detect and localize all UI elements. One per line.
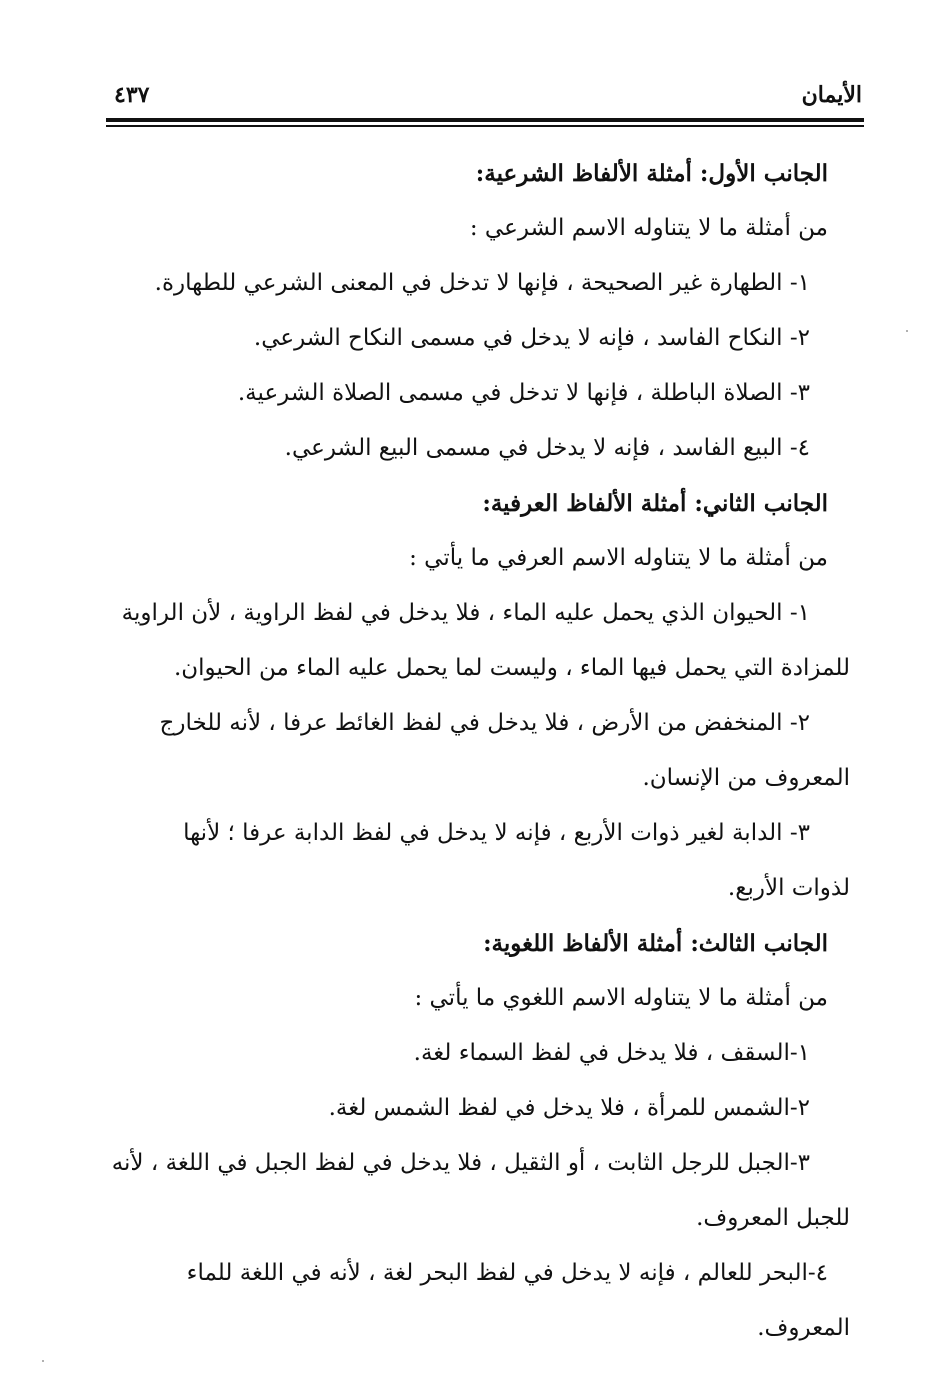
chapter-title: الأيمان bbox=[801, 82, 862, 108]
legal-example-1: ١- الطهارة غير الصحيحة ، فإنها لا تدخل في المعنى الشرعي للطهارة. bbox=[154, 270, 810, 296]
legal-example-3: ٣- الصلاة الباطلة ، فإنها لا تدخل في مسمى الصلاة الشرعية. bbox=[237, 380, 810, 406]
customary-example-3-line-2: لذوات الأربع. bbox=[727, 875, 850, 901]
section-intro-legal: من أمثلة ما لا يتناوله الاسم الشرعي : bbox=[469, 215, 828, 241]
scan-speck bbox=[42, 1360, 44, 1362]
customary-example-2-line-1: ٢- المنخفض من الأرض ، فلا يدخل في لفظ الغائط عرفا ، لأنه للخارج bbox=[159, 710, 810, 736]
linguistic-example-4-line-2: المعروف. bbox=[757, 1315, 850, 1341]
page-number: ٤٣٧ bbox=[114, 82, 150, 108]
linguistic-example-3-line-2: للجبل المعروف. bbox=[696, 1205, 850, 1231]
scan-speck bbox=[906, 330, 908, 332]
linguistic-example-2: ٢-الشمس للمرأة ، فلا يدخل في لفظ الشمس لغة. bbox=[328, 1095, 810, 1121]
legal-example-4: ٤- البيع الفاسد ، فإنه لا يدخل في مسمى البيع الشرعي. bbox=[284, 435, 810, 461]
running-header bbox=[110, 82, 862, 116]
linguistic-example-3-line-1: ٣-الجبل للرجل الثابت ، أو الثقيل ، فلا يدخل في لفظ الجبل في اللغة ، لأنه bbox=[111, 1150, 810, 1176]
legal-example-2: ٢- النكاح الفاسد ، فإنه لا يدخل في مسمى النكاح الشرعي. bbox=[253, 325, 810, 351]
customary-example-1-line-2: للمزادة التي يحمل فيها الماء ، وليست لما يحمل عليه الماء من الحيوان. bbox=[173, 655, 850, 681]
customary-example-1-line-1: ١- الحيوان الذي يحمل عليه الماء ، فلا يدخل في لفظ الراوية ، لأن الراوية bbox=[121, 600, 810, 626]
section-heading-legal: الجانب الأول: أمثلة الألفاظ الشرعية: bbox=[475, 160, 828, 187]
header-rule-thick bbox=[106, 118, 864, 122]
section-heading-linguistic: الجانب الثالث: أمثلة الألفاظ اللغوية: bbox=[483, 930, 828, 957]
customary-example-2-line-2: المعروف من الإنسان. bbox=[642, 765, 850, 791]
linguistic-example-1: ١-السقف ، فلا يدخل في لفظ السماء لغة. bbox=[413, 1040, 810, 1066]
header-rule-thin bbox=[106, 125, 864, 127]
linguistic-example-4-line-1: ٤-البحر للعالم ، فإنه لا يدخل في لفظ البحر لغة ، لأنه في اللغة للماء bbox=[186, 1260, 828, 1286]
section-heading-customary: الجانب الثاني: أمثلة الألفاظ العرفية: bbox=[482, 490, 828, 517]
page-body bbox=[108, 146, 850, 1356]
customary-example-3-line-1: ٣- الدابة لغير ذوات الأربع ، فإنه لا يدخل في لفظ الدابة عرفا ؛ لأنها bbox=[183, 820, 810, 846]
section-intro-linguistic: من أمثلة ما لا يتناوله الاسم اللغوي ما يأتي : bbox=[414, 985, 828, 1011]
section-intro-customary: من أمثلة ما لا يتناوله الاسم العرفي ما يأتي : bbox=[409, 545, 828, 571]
